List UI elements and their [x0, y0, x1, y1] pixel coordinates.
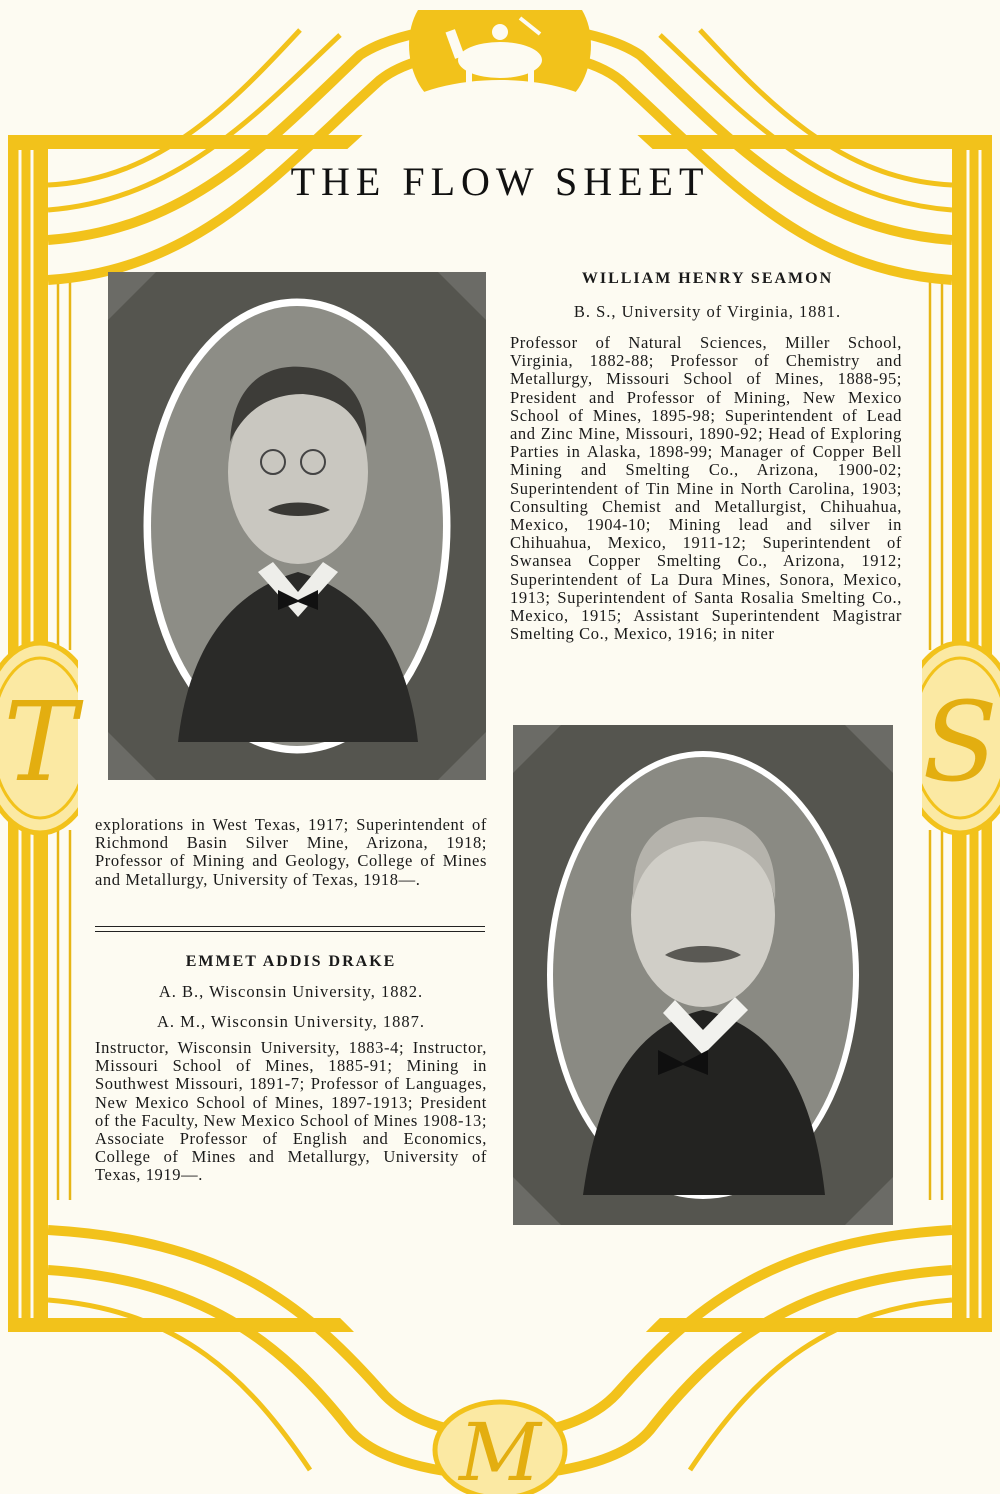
- drake-degree-am: A. M., Wisconsin University, 1887.: [157, 1012, 425, 1031]
- portrait-seamon: [108, 272, 486, 780]
- drake-name: EMMET ADDIS DRAKE: [185, 953, 397, 970]
- seamon-bio-part2: explorations in West Texas, 1917; Superintendent of Richmond Basin Silver Mine, Arizona, 1918; Professor of Mining and Geology, College of Mines and Metallurgy, University of Texas, 1918—.: [95, 815, 487, 889]
- page-title: THE FLOW SHEET: [290, 159, 710, 204]
- section-divider: [95, 926, 485, 932]
- right-monogram-glyph: S: [922, 678, 998, 806]
- seamon-name: WILLIAM HENRY SEAMON: [581, 270, 834, 287]
- drake-bio: Instructor, Wisconsin University, 1883-4; Instructor, Missouri School of Mines, 1885-91; Mining in Southwest Missouri, 1891-7; Professor of Languages, New Mexico School of Mines, 1897-1913; President of the Faculty, New Mexico School of Mines 1908-13; Associate Professor of English and Economics, College of Mines and Metallurgy, University of Texas, 1919—.: [95, 1038, 488, 1185]
- left-monogram-glyph: T: [3, 678, 77, 806]
- seamon-bio-part1: Professor of Natural Sciences, Miller School, Virginia, 1882-88; Professor of Chemistry and Metallurgy, Missouri School of Mines, 1888-95; President and Professor of Mining, New Mexico School of Mines, 1895-98; Superintendent of Lead and Zinc Mine, Missouri, 1890-92; Head of Exploring Parties in Alaska, 1898-99; Manager of Copper Bell Mining and Smelting Co., Arizona, 1900-02; Superintendent of Tin Mine in North Carolina, 1903; Consulting Chemist and Metallurgist, Chihuahua, Mexico, 1904-10; Mining lead and silver in Chihuahua, Mexico, 1911-12; Superintendent of Swansea Copper Smelting Co., Arizona, 1912; Superintendent of La Dura Mines, Sonora, Mexico, 1913; Superintendent of Santa Rosalia Smelting Co., Mexico, 1915; Assistant Superintendent Magistrar Smelting Co., Mexico, 1916; in niter: [510, 333, 902, 644]
- seamon-degree: B. S., University of Virginia, 1881.: [573, 302, 842, 321]
- portrait-drake: [513, 725, 893, 1225]
- bottom-monogram-glyph: M: [459, 1406, 541, 1494]
- drake-degree-ab: A. B., Wisconsin University, 1882.: [158, 982, 424, 1001]
